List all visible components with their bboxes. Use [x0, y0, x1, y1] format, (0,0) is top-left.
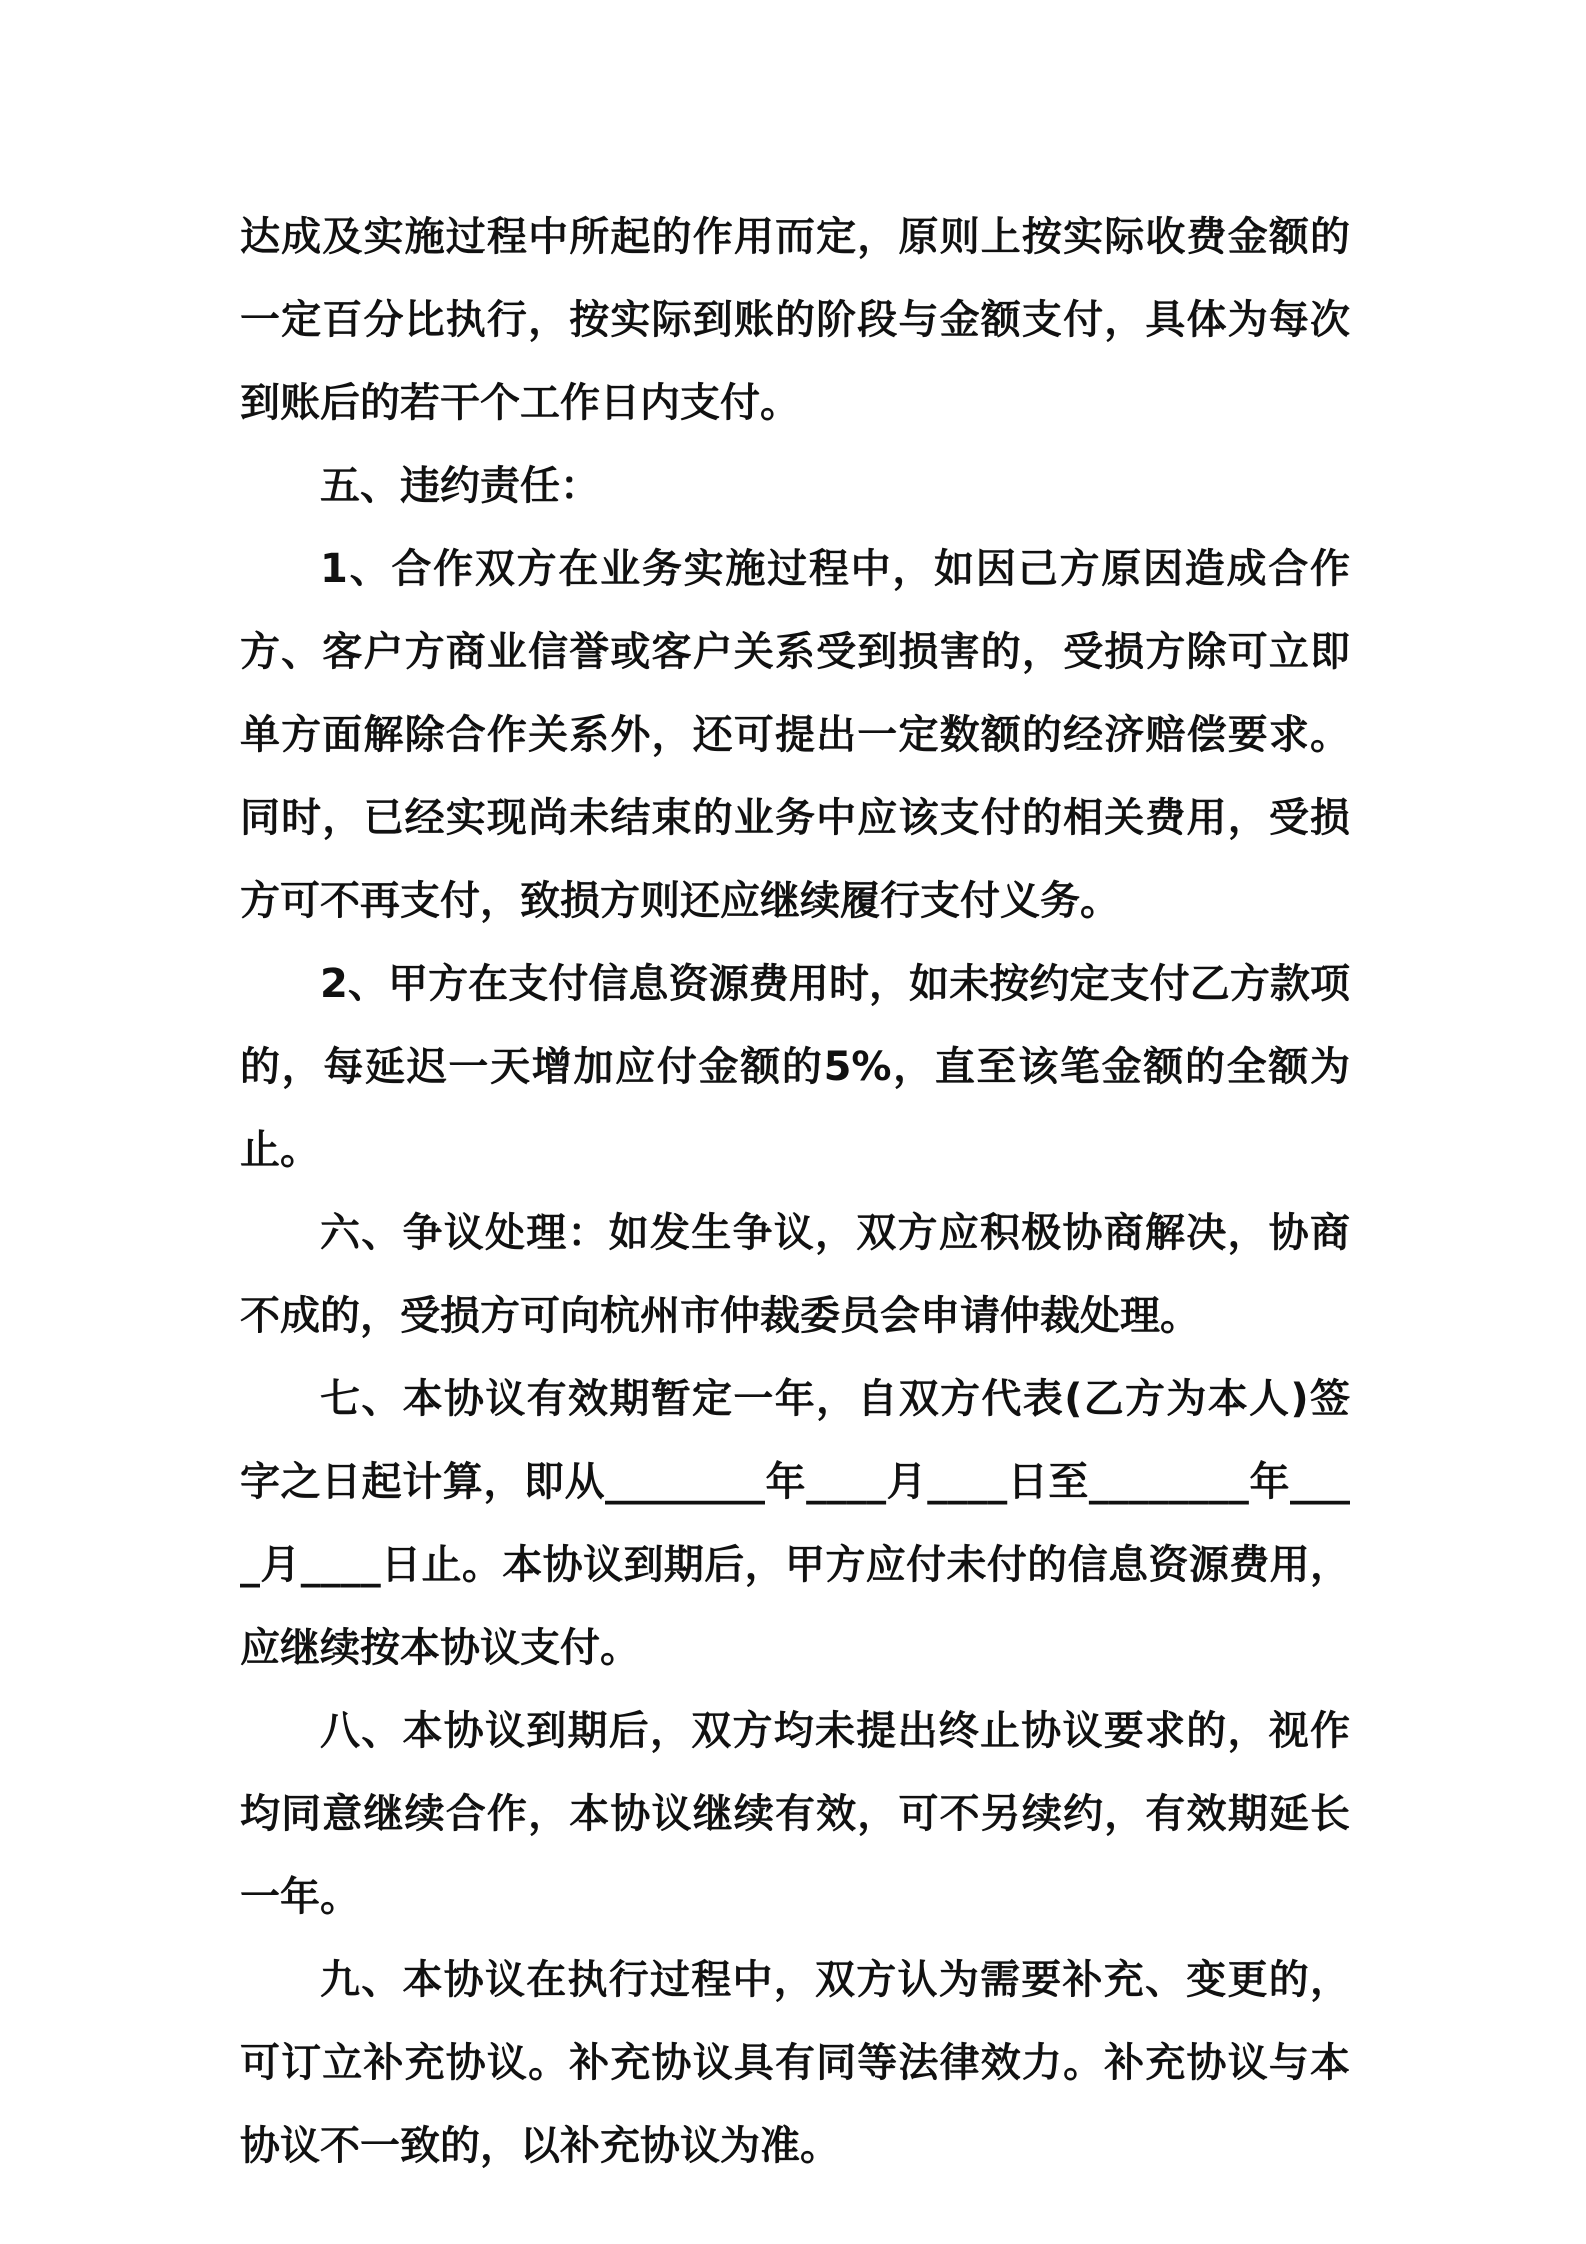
section-heading-breach-liability: 五、违约责任：	[320, 463, 600, 509]
clause-supplementary-agreement: 九、本协议在执行过程中，双方认为需要补充、变更的，可订立补充协议。补充协议具有同等法律效力。补充协议与本协议不一致的，以补充协议为准。	[240, 1957, 1350, 2169]
clause-dispute-resolution: 六、争议处理：如发生争议，双方应积极协商解决，协商不成的，受损方可向杭州市仲裁委员会申请仲裁处理。	[240, 1210, 1350, 1339]
clause-breach-2: 2、甲方在支付信息资源费用时，如未按约定支付乙方款项的，每延迟一天增加应付金额的5%，直至该笔金额的全额为止。	[240, 961, 1350, 1173]
paragraph-continuation: 达成及实施过程中所起的作用而定，原则上按实际收费金额的一定百分比执行，按实际到账的阶段与金额支付，具体为每次到账后的若干个工作日内支付。	[240, 214, 1350, 426]
clause-validity-period: 七、本协议有效期暂定一年，自双方代表(乙方为本人)签字之日起计算，即从________年____月____日至________年____月____日止。本协议到期后，甲方应付未付的信息资源费用，应继续按本协议支付。	[240, 1376, 1350, 1671]
clause-auto-renewal: 八、本协议到期后，双方均未提出终止协议要求的，视作均同意继续合作，本协议继续有效，可不另续约，有效期延长一年。	[240, 1708, 1350, 1920]
clause-breach-1: 1、合作双方在业务实施过程中，如因己方原因造成合作方、客户方商业信誉或客户关系受到损害的，受损方除可立即单方面解除合作关系外，还可提出一定数额的经济赔偿要求。同时，已经实现尚未结束的业务中应该支付的相关费用，受损方可不再支付，致损方则还应继续履行支付义务。	[240, 546, 1350, 924]
document-page	[240, 196, 1350, 2188]
